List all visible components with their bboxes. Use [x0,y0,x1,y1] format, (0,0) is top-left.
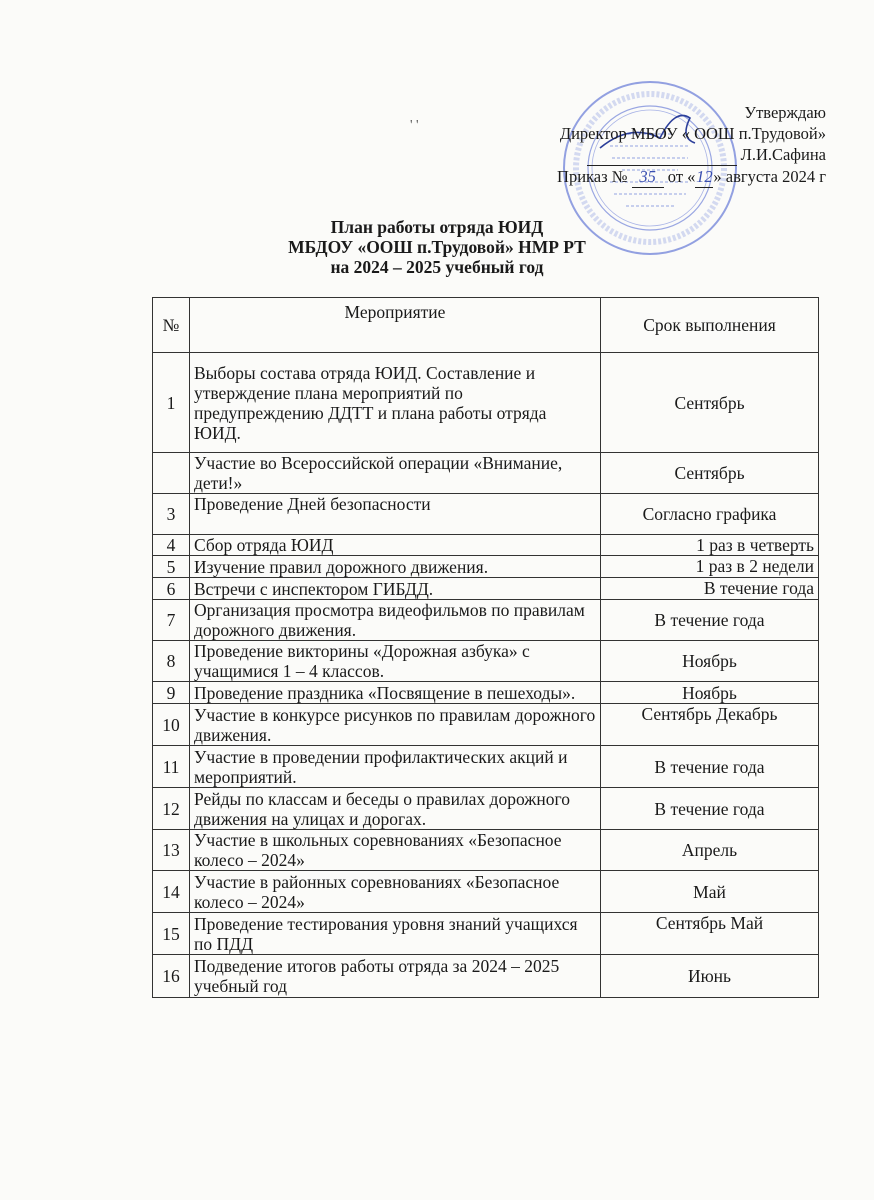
row-term: Ноябрь [601,641,819,682]
row-term: Июнь [601,955,819,998]
row-event: Участие в районных соревнованиях «Безопасное колесо – 2024» [190,871,601,913]
row-event: Участие в проведении профилактических акций и мероприятий. [190,746,601,788]
row-term: Согласно графика [601,494,819,535]
director-position: Директор МБОУ « ООШ п.Трудовой» [559,124,826,143]
row-event: Изучение правил дорожного движения. [190,556,601,578]
table-row [153,955,819,998]
row-event: Участие в конкурсе рисунков по правилам дорожного движения. [190,704,601,746]
row-number: 14 [153,871,190,913]
row-event: Организация просмотра видеофильмов по правилам дорожного движения. [190,600,601,641]
row-event: Выборы состава отряда ЮИД. Составление и утверждение плана мероприятий по предупреждению ДДТТ и плана работы отряда ЮИД. [190,353,601,453]
plan-table [152,297,819,998]
order-month-year: » августа 2024 г [713,167,826,186]
row-event: Сбор отряда ЮИД [190,535,601,556]
approval-heading: Утверждаю [744,103,826,122]
title-line-3: на 2024 – 2025 учебный год [330,257,544,277]
table-row [153,535,819,556]
header-event: Мероприятие [190,298,601,353]
row-number: 1 [153,353,190,453]
row-number: 13 [153,830,190,871]
row-event: Участие во Всероссийской операции «Внимание, дети!» [190,453,601,494]
row-number: 3 [153,494,190,535]
row-number: 11 [153,746,190,788]
order-day: 12 [696,167,713,186]
header-term: Срок выполнения [601,298,819,353]
row-term: В течение года [601,788,819,830]
title-line-2: МБДОУ «ООШ п.Трудовой» НМР РТ [288,237,586,257]
row-term: Сентябрь [601,453,819,494]
row-event: Рейды по классам и беседы о правилах дорожного движения на улицах и дорогах. [190,788,601,830]
row-term: 1 раз в 2 недели [601,556,819,578]
signer-name: Л.И.Сафина [740,145,826,164]
table-row [153,641,819,682]
table-row [153,578,819,600]
table-row [153,453,819,494]
row-term: Сентябрь [601,353,819,453]
order-from: от « [667,167,696,186]
row-event: Подведение итогов работы отряда за 2024 – 2025 учебный год [190,955,601,998]
row-event: Проведение праздника «Посвящение в пешеходы». [190,682,601,704]
row-term: Апрель [601,830,819,871]
row-number [153,453,190,494]
order-number: 35 [632,166,664,188]
row-term: В течение года [601,746,819,788]
approval-block [557,102,826,188]
row-number: 7 [153,600,190,641]
table-row [153,600,819,641]
order-line [557,166,826,188]
row-event: Проведение тестирования уровня знаний учащихся по ПДД [190,913,601,955]
signature-line [587,144,737,166]
table-row [153,871,819,913]
row-number: 4 [153,535,190,556]
row-number: 5 [153,556,190,578]
row-event: Встречи с инспектором ГИБДД. [190,578,601,600]
row-event: Участие в школьных соревнованиях «Безопасное колесо – 2024» [190,830,601,871]
table-row [153,788,819,830]
row-term: Май [601,871,819,913]
scan-marks: ' ' [410,118,419,133]
table-row [153,556,819,578]
title-line-1: План работы отряда ЮИД [330,217,544,237]
row-term: В течение года [601,600,819,641]
row-number: 8 [153,641,190,682]
header-number: № [153,298,190,353]
row-number: 10 [153,704,190,746]
row-term: Ноябрь [601,682,819,704]
order-prefix: Приказ № [557,167,628,186]
table-row [153,682,819,704]
row-event: Проведение Дней безопасности [190,494,601,535]
table-row [153,353,819,453]
row-number: 6 [153,578,190,600]
row-term: Сентябрь Май [601,913,819,955]
row-number: 16 [153,955,190,998]
row-term: 1 раз в четверть [601,535,819,556]
row-event: Проведение викторины «Дорожная азбука» с учащимися 1 – 4 классов. [190,641,601,682]
row-number: 15 [153,913,190,955]
table-row [153,704,819,746]
row-term: В течение года [601,578,819,600]
row-number: 12 [153,788,190,830]
row-term: Сентябрь Декабрь [601,704,819,746]
table-row [153,494,819,535]
table-row [153,913,819,955]
row-number: 9 [153,682,190,704]
table-row [153,746,819,788]
table-row [153,830,819,871]
document-title [0,217,874,277]
table-header-row [153,298,819,353]
